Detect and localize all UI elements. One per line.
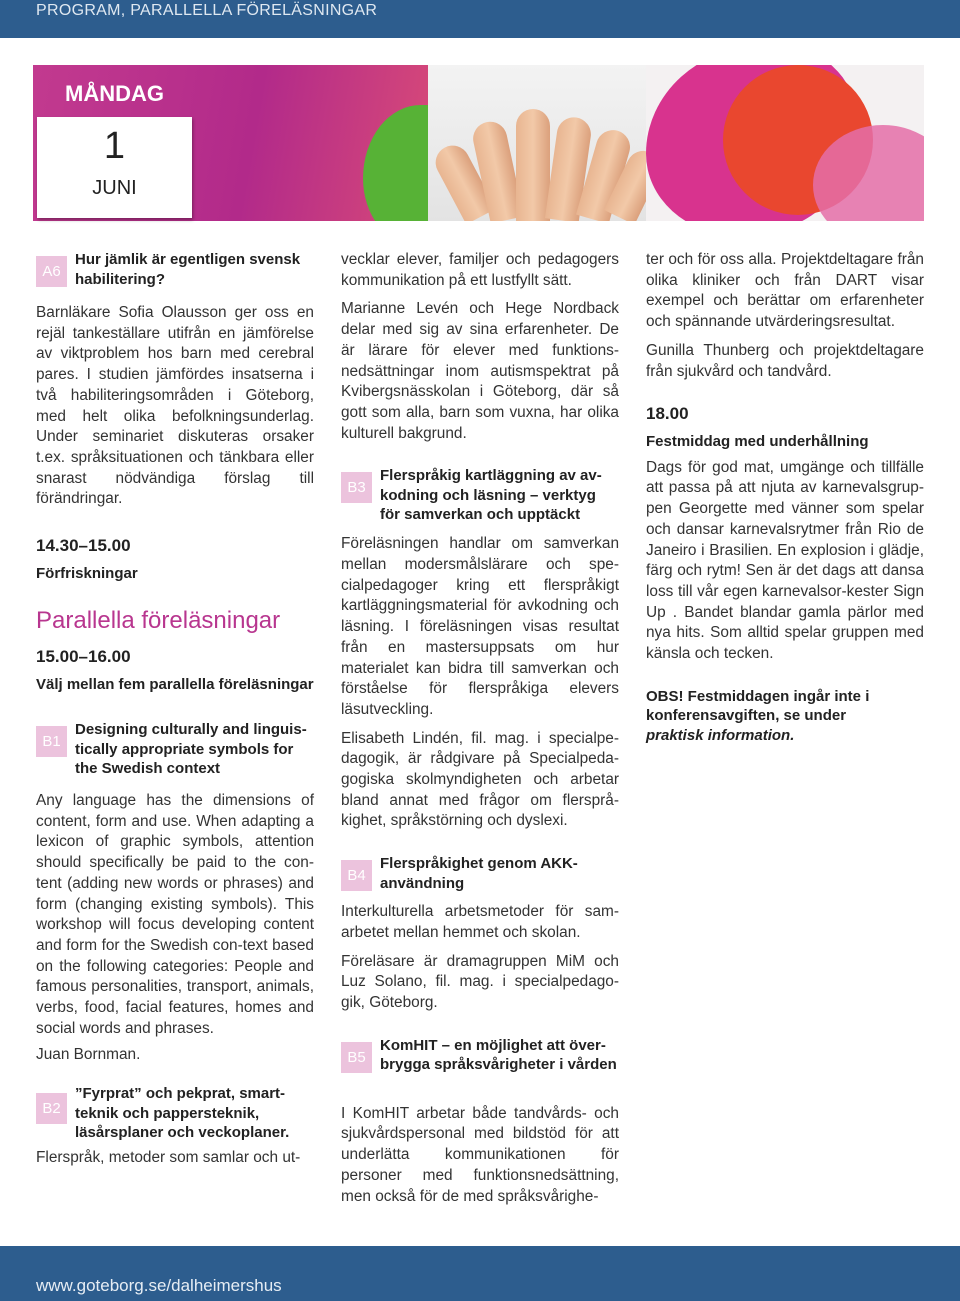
break-label: Förfriskningar	[36, 565, 138, 583]
footer-bar	[0, 1246, 960, 1301]
session-description: Any language has the dimensions of content, form and use. When adapting a lexicon of graphic symbols, attention should specifically be paid to the con-tent (adding new words or phrases) and form (changing existing symbols). This workshop will focus developing content and form for the Swedish con-text based on the following categories: People and famous personalities, transport, animals, verbs, food, facial features, homes and social words and phrases.	[36, 792, 314, 1037]
session-author: Gunilla Thunberg och projektdeltagare från sjukvård och tandvård.	[646, 341, 924, 380]
session-title: ”Fyrprat” och pekprat, smart-teknik och pappersteknik, läsårsplaner och veckoplaner.	[75, 1085, 290, 1142]
section-heading: Parallella föreläsningar	[36, 606, 281, 634]
column-1	[36, 248, 314, 1169]
instruction-text: Välj mellan fem parallella föreläsningar	[36, 675, 314, 693]
header-bar	[0, 0, 960, 38]
session-author: Föreläsare är dramagruppen MiM och Luz Solano, fil. mag. i specialpedago-gik, Göteborg.	[341, 952, 619, 1011]
session-title: Designing culturally and linguis-tically appropriate symbols for the Swedish context	[75, 721, 307, 778]
time-slot: 14.30–15.00	[36, 536, 131, 556]
session-a6	[36, 250, 314, 294]
session-b3	[341, 466, 619, 526]
session-description: I KomHIT arbetar både tandvårds- och sjukvårdspersonal med bildstöd för att underlätta kommunikationen för personer med funktionsnedsättning, men också för de med språksvårighe-	[341, 1104, 619, 1205]
session-title: Flerspråkighet genom AKK-användning	[380, 855, 578, 892]
praktisk-information-link[interactable]: praktisk information.	[646, 726, 795, 744]
session-b4	[341, 854, 619, 894]
time-slot: 18.00	[646, 404, 689, 424]
time-slot: 15.00–16.00	[36, 646, 131, 666]
session-code-badge: B1	[36, 726, 67, 757]
session-description: Flerspråk, metoder som samlar och ut-	[36, 1149, 301, 1167]
session-code-badge: A6	[36, 256, 67, 287]
month: JUNI	[92, 177, 137, 199]
session-code-badge: B4	[341, 860, 372, 891]
session-code-badge: B5	[341, 1042, 372, 1073]
continued-text: vecklar elever, familjer och pedagogers kommunikation på ett lustfyllt sätt.	[341, 251, 619, 289]
date-card	[37, 117, 192, 218]
session-description: Barnläkare Sofia Olausson ger oss en rejäl tankeställare utifrån en jämförelse av viktproblem hos barn med cerebral pares. I studien jämfördes insatserna i två habiliteringsområden i Göteborg, med helt olika befolkningsunderlag. Under seminariet diskuteras orsaker t.ex. språksituationen och tänkbara eller snarast nödvändiga förslag till förändringar.	[36, 304, 314, 508]
header-title: PROGRAM, PARALLELLA FÖRELÄSNINGAR	[36, 2, 378, 19]
session-title: KomHIT – en möjlighet att över-brygga språksvårigheter i vården	[380, 1036, 617, 1074]
session-description: Föreläsningen handlar om samverkan mellan modersmålslärare och spe-cialpedagoger kring ett flerspråkigt kartläggningsmaterial för avkodning och läsning. I föreläsningen visas resultat från en mastersuppsats om hur materialet kan bidra till samverkan och förståelse för flerspråkiga elevers läsutveckling.	[341, 535, 619, 718]
event-title: Festmiddag med underhållning	[646, 433, 869, 451]
session-b2	[36, 1084, 314, 1144]
session-author: Juan Bornman.	[36, 1046, 141, 1064]
day-number: 1	[103, 125, 126, 167]
session-b5	[341, 1036, 619, 1096]
session-title: Flerspråkig kartläggning av av-kodning och läsning – verktyg för samverkan och upptäckt	[380, 467, 602, 524]
continued-text: ter och för oss alla. Projektdeltagare från olika kliniker och från DART visar exempel och berättar om erfarenheter och spännande utvärderingsresultat.	[646, 251, 924, 331]
banner-hands-photo	[428, 65, 646, 221]
date-box	[37, 70, 192, 218]
session-description: Interkulturella arbetsmetoder för sam-arbetet mellan hemmet och skolan.	[341, 903, 619, 941]
obs-note: OBS! Festmiddagen ingår inte i konferensavgiften, se under	[646, 687, 870, 725]
column-2	[341, 248, 619, 1207]
weekday: MÅNDAG	[65, 81, 164, 106]
event-description: Dags för god mat, umgänge och tillfälle att passa på att njuta av karnevalsgrup-pen Georgette med vänner som spelar och dansar karnevalsrytmer från Rio de Janeiro i Brasilien. En explosion i glädje, färg och rytm! Sen är det dags att dansa loss till vår egen karnevalsor-kester Sign Up . Bandet blandar gamla pärlor med nya hits. Som alltid spelar gruppen med känsla och tecken.	[646, 458, 924, 663]
session-b1	[36, 720, 314, 780]
footer-url[interactable]: www.goteborg.se/dalheimershus	[36, 1276, 282, 1295]
column-3	[646, 248, 924, 745]
session-author: Elisabeth Lindén, fil. mag. i specialpe-dagogik, är rådgivare på Specialpeda-gogiska skolmyndigheten och arbetar bland annat med frågor om flersprå-kighet, språkstörning och dyslexi.	[341, 729, 619, 830]
session-title: Hur jämlik är egentligen svensk habilitering?	[75, 251, 301, 288]
session-author: Marianne Levén och Hege Nordback delar med sig av sina erfarenheter. De är lärare för elever med funktions-nedsättningar inom autismspektrat på Kvibergsnässkolan i Göteborg, där så gott som alla, barn som vuxna, har olika kulturell bakgrund.	[341, 300, 619, 442]
session-code-badge: B2	[36, 1093, 67, 1124]
session-code-badge: B3	[341, 472, 372, 503]
